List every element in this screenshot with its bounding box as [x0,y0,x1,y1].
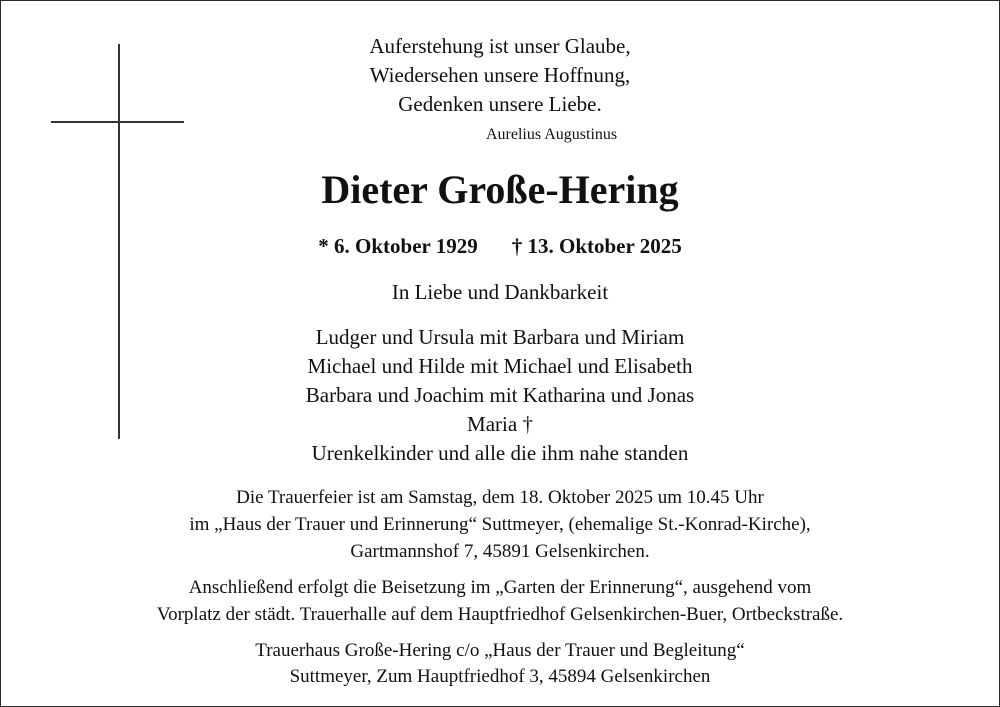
burial-line: Vorplatz der städt. Trauerhalle auf dem Hauptfriedhof Gelsenkirchen-Buer, Ortbeckstraße. [156,604,844,625]
service-line: Gartmannshof 7, 45891 Gelsenkirchen. [350,541,650,562]
death-date: † 13. Oktober 2025 [511,234,682,258]
mourner-line: Urenkelkinder und alle die ihm nahe standen [311,441,689,465]
life-dates [0,234,1000,259]
mourner-line: Barbara und Joachim mit Katharina und Jonas [305,383,695,407]
quote-line: Gedenken unsere Liebe. [398,92,602,116]
contact-line: Suttmeyer, Zum Hauptfriedhof 3, 45894 Gelsenkirchen [289,666,711,687]
quote-line: Wiedersehen unsere Hoffnung, [369,63,631,87]
service-line: Die Trauerfeier ist am Samstag, dem 18. Oktober 2025 um 10.45 Uhr [236,487,764,508]
burial-line: Anschließend erfolgt die Beisetzung im „Garten der Erinnerung“, ausgehend vom [188,577,812,598]
quote-author: Aurelius Augustinus [486,126,618,143]
cross-icon-horizontal [51,121,184,123]
quote-line: Auferstehung ist unser Glaube, [369,34,631,58]
mourner-line: Maria † [467,412,533,436]
deceased-name: Dieter Große-Hering [321,167,679,212]
birth-date: * 6. Oktober 1929 [318,234,478,258]
contact-line: Trauerhaus Große-Hering c/o „Haus der Trauer und Begleitung“ [255,640,745,661]
mourner-line: Michael und Hilde mit Michael und Elisabeth [307,354,693,378]
dedication: In Liebe und Dankbarkeit [391,280,609,304]
service-line: im „Haus der Trauer und Erinnerung“ Suttmeyer, (ehemalige St.-Konrad-Kirche), [189,514,811,535]
mourner-line: Ludger und Ursula mit Barbara und Miriam [315,325,685,349]
